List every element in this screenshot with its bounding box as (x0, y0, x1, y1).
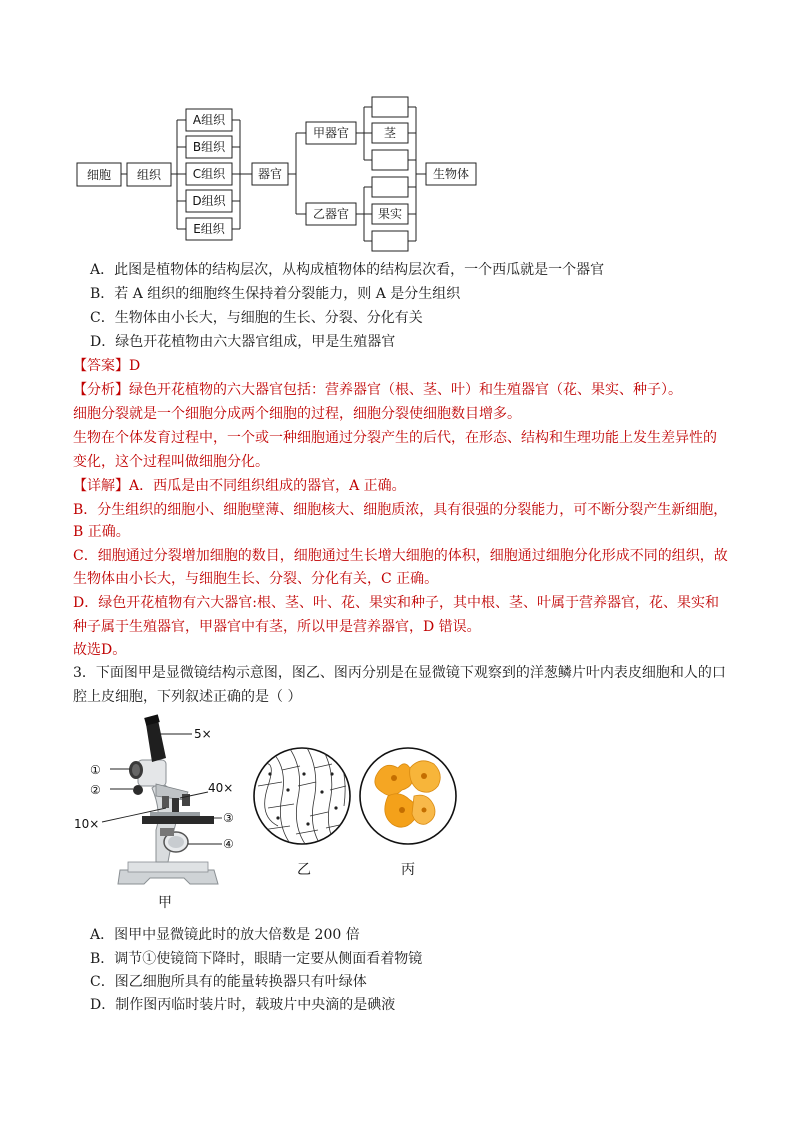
analysis-text-1: 绿色开花植物的六大器官包括：营养器官（根、茎、叶）和生殖器官（花、果实、种子）。 (129, 382, 682, 398)
answer-label: 【答案】 (73, 358, 129, 374)
detail-text-1: A．西瓜是由不同组织组成的器官，A 正确。 (129, 478, 406, 494)
detail-line-5: 生物体由小长大，与细胞生长、分裂、分化有关，C 正确。 (73, 571, 439, 587)
caption-yi: 乙 (297, 862, 311, 878)
jia-item-stem: 茎 (383, 126, 397, 140)
q3-option-a: A．图甲中显微镜此时的放大倍数是 200 倍 (90, 927, 360, 943)
label-40x: 40× (208, 781, 234, 795)
marker-2: ② (90, 783, 101, 797)
detail-line-2: B．分生组织的细胞小、细胞壁薄、细胞核大、细胞质浓，具有很强的分裂能力，可不断分裂产生新细胞， (73, 502, 728, 518)
answer-value: D (129, 358, 141, 374)
detail-line-3: B 正确。 (73, 524, 130, 540)
tissue-d-label: D组织 (192, 194, 226, 208)
detail-label: 【详解】 (73, 478, 129, 494)
organ-label: 器官 (257, 167, 283, 181)
q2-option-c: C．生物体由小长大，与细胞的生长、分裂、分化有关 (90, 310, 423, 326)
q2-option-b: B．若 A 组织的细胞终生保持着分裂能力，则 A 是分生组织 (90, 286, 461, 302)
tissue-c-label: C组织 (192, 167, 226, 181)
q3-option-d: D．制作图丙临时装片时，载玻片中央滴的是碘液 (90, 997, 396, 1013)
cell-label: 细胞 (86, 168, 112, 182)
label-10x: 10× (74, 817, 100, 831)
caption-bing: 丙 (401, 862, 415, 878)
q2-option-a: A．此图是植物体的结构层次，从构成植物体的结构层次看，一个西瓜就是一个器官 (90, 262, 605, 278)
detail-line-8: 故选D。 (73, 642, 127, 658)
analysis-line-2: 细胞分裂就是一个细胞分成两个细胞的过程，细胞分裂使细胞数目增多。 (73, 406, 521, 422)
detail-line-7: 种子属于生殖器官，甲器官中有茎，所以甲是营养器官，D 错误。 (73, 619, 481, 635)
analysis-line-3: 生物在个体发育过程中，一个或一种细胞通过分裂产生的后代，在形态、结构和生理功能上发生差异性的 (73, 430, 717, 446)
structure-diagram (70, 92, 490, 252)
onion-cells-figure (248, 746, 358, 880)
marker-4: ④ (223, 837, 234, 851)
organ-jia-label: 甲器官 (312, 126, 350, 140)
cheek-cells-figure (354, 746, 464, 880)
answer-line (73, 355, 140, 377)
q3-stem-line-2: 腔上皮细胞，下列叙述正确的是（ ） (73, 689, 302, 705)
tissue-label: 组织 (136, 168, 162, 182)
detail-line-4: C．细胞通过分裂增加细胞的数目，细胞通过生长增大细胞的体积，细胞通过细胞分化形成不同的组织，故 (73, 548, 728, 564)
detail-line-6: D．绿色开花植物有六大器官:根、茎、叶、花、果实和种子，其中根、茎、叶属于营养器官，花、果实和 (73, 595, 719, 611)
q2-option-d: D．绿色开花植物由六大器官组成，甲是生殖器官 (90, 334, 396, 350)
caption-jia: 甲 (158, 895, 172, 911)
organism-label: 生物体 (432, 167, 470, 181)
tissue-e-label: E组织 (193, 222, 225, 236)
q3-option-c: C．图乙细胞所具有的能量转换器只有叶绿体 (90, 974, 367, 990)
microscope-figure (72, 712, 252, 912)
analysis-line-4: 变化，这个过程叫做细胞分化。 (73, 454, 269, 470)
detail-line-1 (73, 475, 406, 497)
marker-1: ① (90, 763, 101, 777)
tissue-a-label: A组织 (192, 113, 226, 127)
marker-3: ③ (223, 811, 234, 825)
organ-yi-label: 乙器官 (312, 207, 350, 221)
analysis-line-1 (73, 379, 682, 401)
label-5x: 5× (194, 727, 212, 741)
tissue-b-label: B组织 (192, 140, 226, 154)
analysis-label: 【分析】 (73, 382, 129, 398)
yi-item-fruit: 果实 (377, 207, 403, 221)
q3-option-b: B．调节①使镜筒下降时，眼睛一定要从侧面看着物镜 (90, 951, 423, 967)
q3-stem-line-1: 3．下面图甲是显微镜结构示意图，图乙、图丙分别是在显微镜下观察到的洋葱鳞片叶内表皮细胞和人的口 (73, 665, 726, 681)
